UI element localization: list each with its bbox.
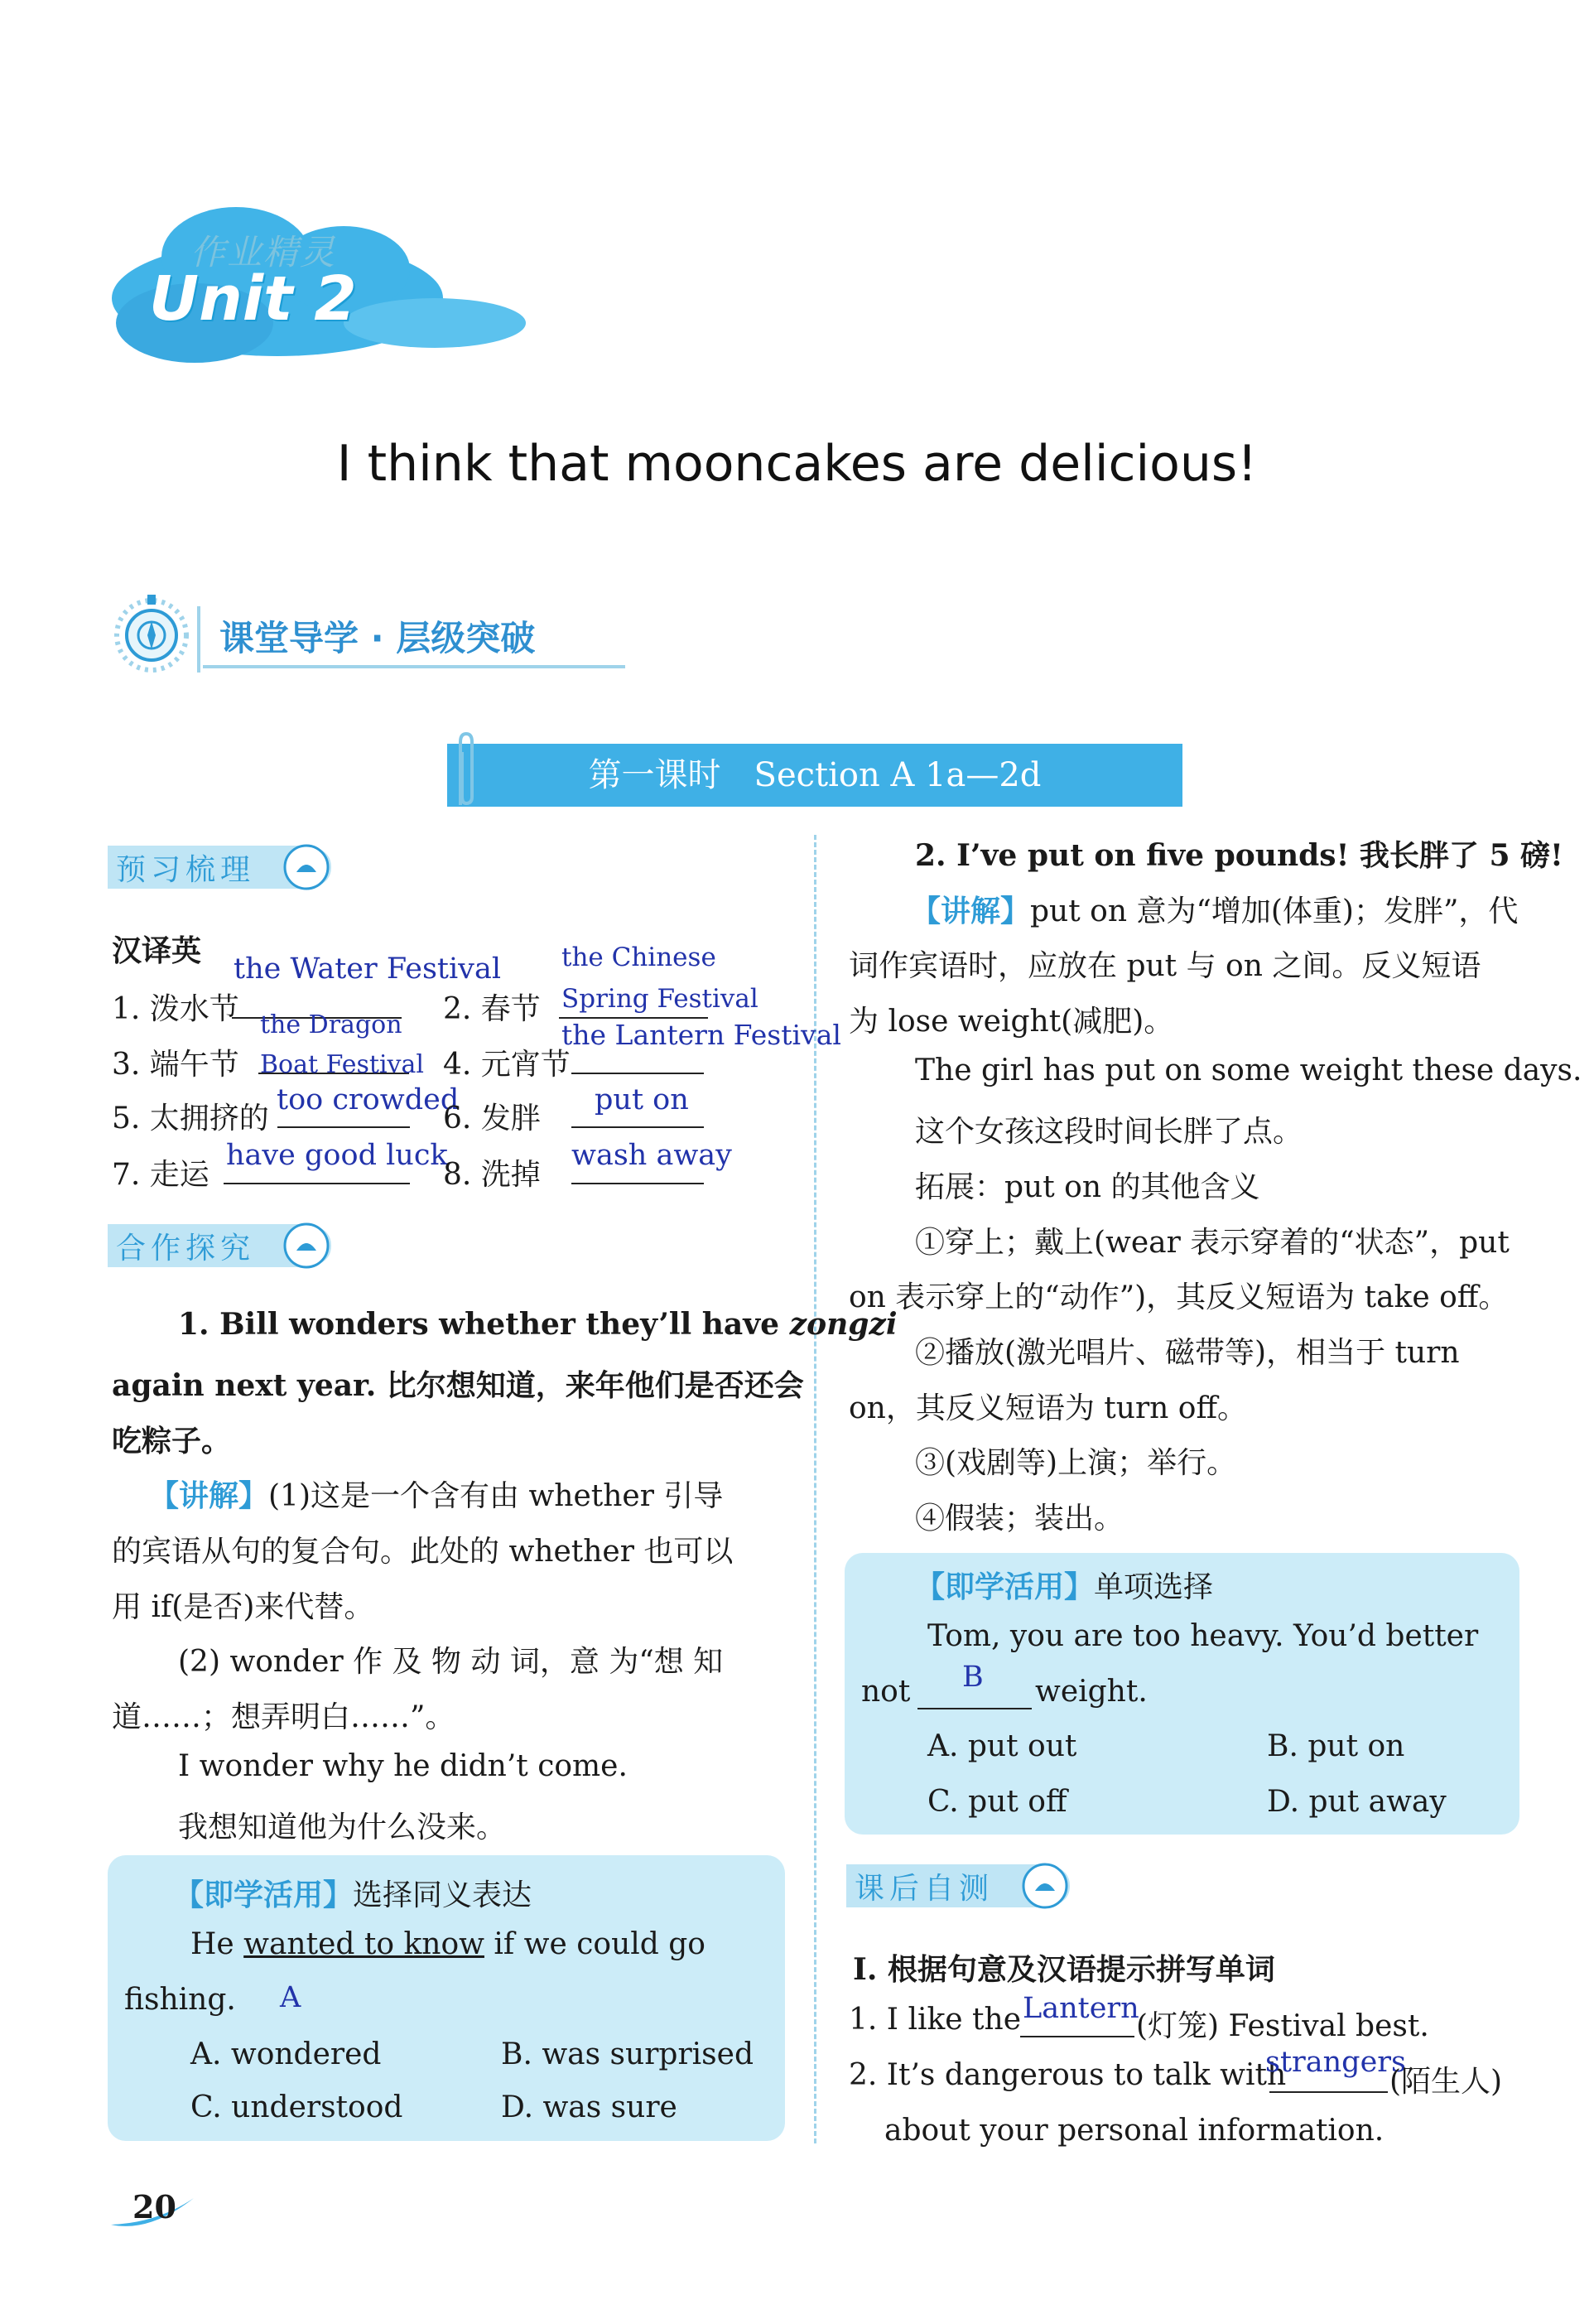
coop-tag: 合作探究: [116, 1232, 256, 1266]
q1-suffix: (灯笼) Festival best.: [1136, 2009, 1429, 2043]
exercise2-option-c[interactable]: C. put off: [927, 1785, 1067, 1819]
vocab-answer-5: too crowded: [277, 1083, 460, 1116]
q2-prefix: 2. It’s dangerous to talk with: [849, 2058, 1287, 2092]
vocab-label-7: 7. 走运: [112, 1158, 209, 1192]
exercise2-option-a[interactable]: A. put out: [927, 1729, 1077, 1763]
exercise1-option-d[interactable]: D. was sure: [501, 2090, 677, 2124]
exercise1-option-c[interactable]: C. understood: [190, 2090, 403, 2124]
point2-ext1-a: ①穿上；戴上(wear 表示穿着的“状态”，put: [915, 1226, 1510, 1260]
exercise2-answer[interactable]: B: [962, 1661, 984, 1694]
vocab-answer-4: the Lantern Festival: [561, 1019, 841, 1051]
vocab-label-3: 3. 端午节: [112, 1048, 239, 1082]
vocab-label-1: 1. 泼水节: [112, 992, 239, 1026]
exercise2-heading: 【即学活用】单项选择: [915, 1569, 1214, 1604]
q1-prefix: 1. I like the: [849, 2003, 1022, 2037]
vocab-blank-6: [571, 1126, 704, 1128]
exercise1-sentence-2: fishing.: [124, 1983, 236, 2017]
q2-answer[interactable]: strangers: [1265, 2046, 1406, 2079]
paperclip-icon: [454, 730, 479, 810]
q2-blank: [1269, 2091, 1388, 2093]
exercise2-sentence-b1: not: [861, 1675, 911, 1709]
exercise2-sentence-b2: weight.: [1035, 1675, 1148, 1709]
page-number: 20: [132, 2188, 176, 2225]
exercise1-option-b[interactable]: B. was surprised: [501, 2037, 754, 2071]
point2-example-en: The girl has put on some weight these days.: [915, 1054, 1582, 1087]
vocab-answer-1: the Water Festival: [234, 952, 502, 986]
exercise2-blank: [917, 1708, 1032, 1709]
q1-blank: [1020, 2036, 1134, 2037]
unit-label: Unit 2: [149, 263, 357, 335]
exercise2-option-d[interactable]: D. put away: [1267, 1785, 1447, 1819]
point1-line3: 吃粽子。: [112, 1424, 232, 1459]
vocab-answer-8: wash away: [571, 1139, 732, 1172]
exercise1-answer[interactable]: A: [280, 1981, 301, 2014]
brand-watermark: 作业精灵: [190, 232, 337, 272]
point2-example-cn: 这个女孩这段时间长胖了点。: [915, 1115, 1303, 1149]
preview-tag: 预习梳理: [116, 853, 256, 887]
point2-extend-title: 拓展：put on 的其他含义: [915, 1170, 1260, 1204]
translate-heading: 汉译英: [112, 933, 202, 968]
vocab-label-2: 2. 春节: [443, 992, 541, 1026]
vocab-label-6: 6. 发胖: [443, 1102, 541, 1135]
vocab-answer-3a: the Dragon: [260, 1010, 402, 1039]
point2-explain-3: 为 lose weight(减肥)。: [849, 1005, 1174, 1039]
point2-explain-1: 【讲解】put on 意为“增加(体重)；发胖”，代: [911, 894, 1519, 928]
exercise1-sentence: He wanted to know if we could go: [190, 1927, 706, 1961]
point1-example-en: I wonder why he didn’t come.: [178, 1749, 628, 1783]
point2-ext4: ④假装；装出。: [915, 1502, 1124, 1536]
point1-line1: 1. Bill wonders whether they’ll have zongzi: [178, 1307, 898, 1342]
q2-line2: about your personal information.: [884, 2114, 1385, 2148]
vocab-blank-8: [571, 1183, 704, 1184]
point1-explain-3: 用 if(是否)来代替。: [112, 1590, 374, 1624]
vocab-blank-7: [224, 1183, 410, 1184]
vocab-answer-6: put on: [595, 1083, 689, 1116]
lesson-title: 第一课时 Section A 1a—2d: [588, 756, 1042, 794]
page-title: I think that mooncakes are delicious!: [336, 435, 1258, 493]
point2-title: 2. I’ve put on five pounds! 我长胖了 5 磅!: [915, 838, 1563, 873]
vocab-answer-7: have good luck: [226, 1139, 448, 1172]
exercise1-heading: 【即学活用】选择同义表达: [174, 1878, 532, 1912]
point1-explain-5: 道……；想弄明白……”。: [112, 1700, 455, 1734]
vocab-label-4: 4. 元宵节: [443, 1048, 571, 1082]
section-underline: [203, 665, 625, 668]
point2-ext2-b: on，其反义短语为 turn off。: [849, 1391, 1248, 1425]
exercise2-sentence: Tom, you are too heavy. You’d better: [927, 1619, 1479, 1653]
vocab-answer-2a: the Chinese: [561, 943, 716, 972]
point1-explain-1: 【讲解】(1)这是一个含有由 whether 引导: [149, 1478, 724, 1513]
q1-answer[interactable]: Lantern: [1023, 1992, 1139, 2025]
point1-line2: again next year. 比尔想知道，来年他们是否还会: [112, 1368, 804, 1403]
vocab-label-5: 5. 太拥挤的: [112, 1102, 269, 1135]
vocab-answer-3b: Boat Festival: [260, 1050, 424, 1079]
point2-ext2-a: ②播放(激光唱片、磁带等)，相当于 turn: [915, 1336, 1460, 1370]
point2-ext1-b: on 表示穿上的“动作”)，其反义短语为 take off。: [849, 1280, 1509, 1314]
vocab-blank-4: [571, 1073, 704, 1074]
point1-explain-4: (2) wonder 作 及 物 动 词，意 为“想 知: [178, 1645, 724, 1679]
exercise1-option-a[interactable]: A. wondered: [190, 2037, 382, 2071]
vocab-answer-2b: Spring Festival: [561, 984, 758, 1014]
part1-title: Ⅰ. 根据句意及汉语提示拼写单词: [853, 1952, 1275, 1987]
vocab-label-8: 8. 洗掉: [443, 1158, 541, 1192]
section-heading: 课堂导学 · 层级突破: [219, 618, 536, 658]
point2-ext3: ③(戏剧等)上演；举行。: [915, 1446, 1237, 1480]
vocab-blank-5: [277, 1126, 410, 1128]
exercise2-option-b[interactable]: B. put on: [1267, 1729, 1405, 1763]
q2-suffix: (陌生人): [1389, 2065, 1503, 2099]
point1-example-cn: 我想知道他为什么没来。: [178, 1811, 507, 1844]
test-tag: 课后自测: [855, 1872, 994, 1906]
point2-explain-2: 词作宾语时，应放在 put 与 on 之间。反义短语: [849, 949, 1481, 983]
point1-explain-2: 的宾语从句的复合句。此处的 whether 也可以: [112, 1535, 734, 1569]
